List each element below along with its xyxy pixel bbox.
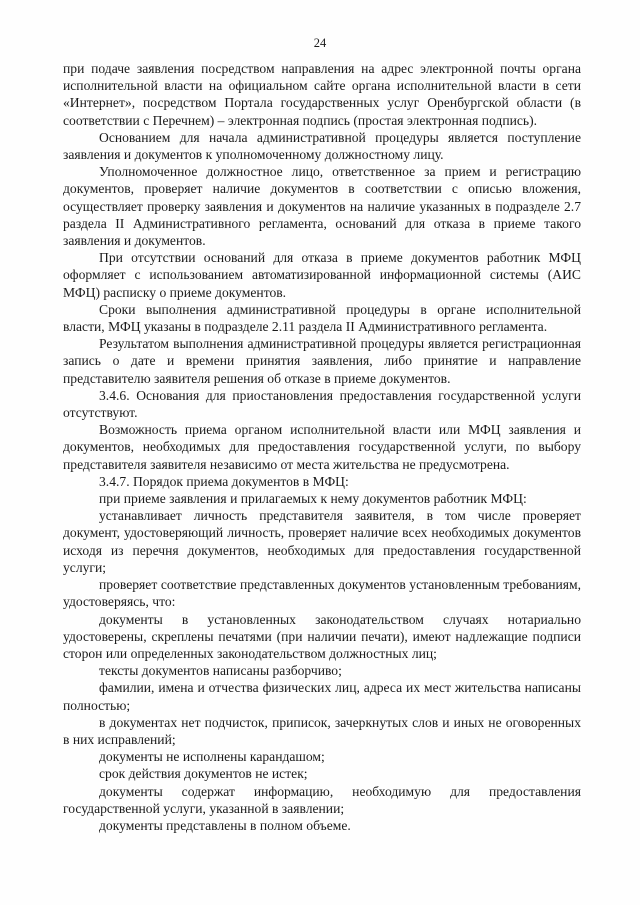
page-number: 24 (313, 36, 327, 50)
paragraph: документы в установленных законодательством случаях нотариально удостоверены, скреплены печатями (при наличии печати), имеют надлежащие подписи сторон или определенных законодательством должностных лиц; (63, 611, 581, 661)
paragraph: срок действия документов не истек; (99, 766, 308, 782)
paragraph: 3.4.7. Порядок приема документов в МФЦ: (99, 473, 349, 489)
paragraph: фамилии, имена и отчества физических лиц, адреса их мест жительства написаны полностью; (63, 680, 581, 713)
paragraph: документы содержат информацию, необходимую для предоставления государственной услуги, указанной в заявлении; (63, 783, 581, 816)
paragraph: документы не исполнены карандашом; (99, 749, 325, 765)
document-body (63, 60, 581, 834)
paragraph: 3.4.6. Основания для приостановления предоставления государственной услуги отсутствуют. (63, 387, 581, 421)
paragraph: Результатом выполнения административной процедуры является регистрационная запись о дате и времени принятия заявления, либо принятие и направление представителю заявителя решения об отказе в приеме документов. (63, 336, 581, 386)
paragraph: устанавливает личность представителя заявителя, в том числе проверяет документ, удостоверяющий личность, проверяет наличие всех необходимых документов исходя из перечня документов, необходимых для предоставления государственной услуги; (63, 508, 581, 575)
paragraph: документы представлены в полном объеме. (99, 817, 351, 833)
paragraph: при приеме заявления и прилагаемых к нему документов работник МФЦ: (99, 491, 527, 507)
paragraph: Основанием для начала административной процедуры является поступление заявления и документов к уполномоченному должностному лицу. (63, 129, 581, 163)
paragraph: при подаче заявления посредством направления на адрес электронной почты органа исполнительной власти на официальном сайте органа исполнительной власти в сети «Интернет», посредством Портала государственных услуг Оренбургской области (в соответствии с Перечнем) – электронная подпись (простая электронная подпись). (63, 61, 581, 128)
paragraph: Возможность приема органом исполнительной власти или МФЦ заявления и документов, необходимых для предоставления государственной услуги, по выбору представителя заявителя независимо от места жительства не предусмотрена. (63, 422, 581, 472)
paragraph: Уполномоченное должностное лицо, ответственное за прием и регистрацию документов, проверяет наличие документов в соответствии с описью вложения, осуществляет проверку заявления и документов на наличие указанных в подразделе 2.7 раздела II Административного регламента, оснований для отказа в приеме такого заявления и документов. (63, 164, 581, 249)
paragraph: проверяет соответствие представленных документов установленным требованиям, удостоверяясь, что: (63, 577, 581, 610)
paragraph: в документах нет подчисток, приписок, зачеркнутых слов и иных не оговоренных в них исправлений; (63, 714, 581, 747)
paragraph: тексты документов написаны разборчиво; (99, 663, 342, 679)
paragraph: При отсутствии оснований для отказа в приеме документов работник МФЦ оформляет с использованием автоматизированной информационной системы (АИС МФЦ) расписку о приеме документов. (63, 250, 581, 300)
paragraph: Сроки выполнения административной процедуры в органе исполнительной власти, МФЦ указаны в подразделе 2.11 раздела II Административного регламента. (63, 301, 581, 335)
